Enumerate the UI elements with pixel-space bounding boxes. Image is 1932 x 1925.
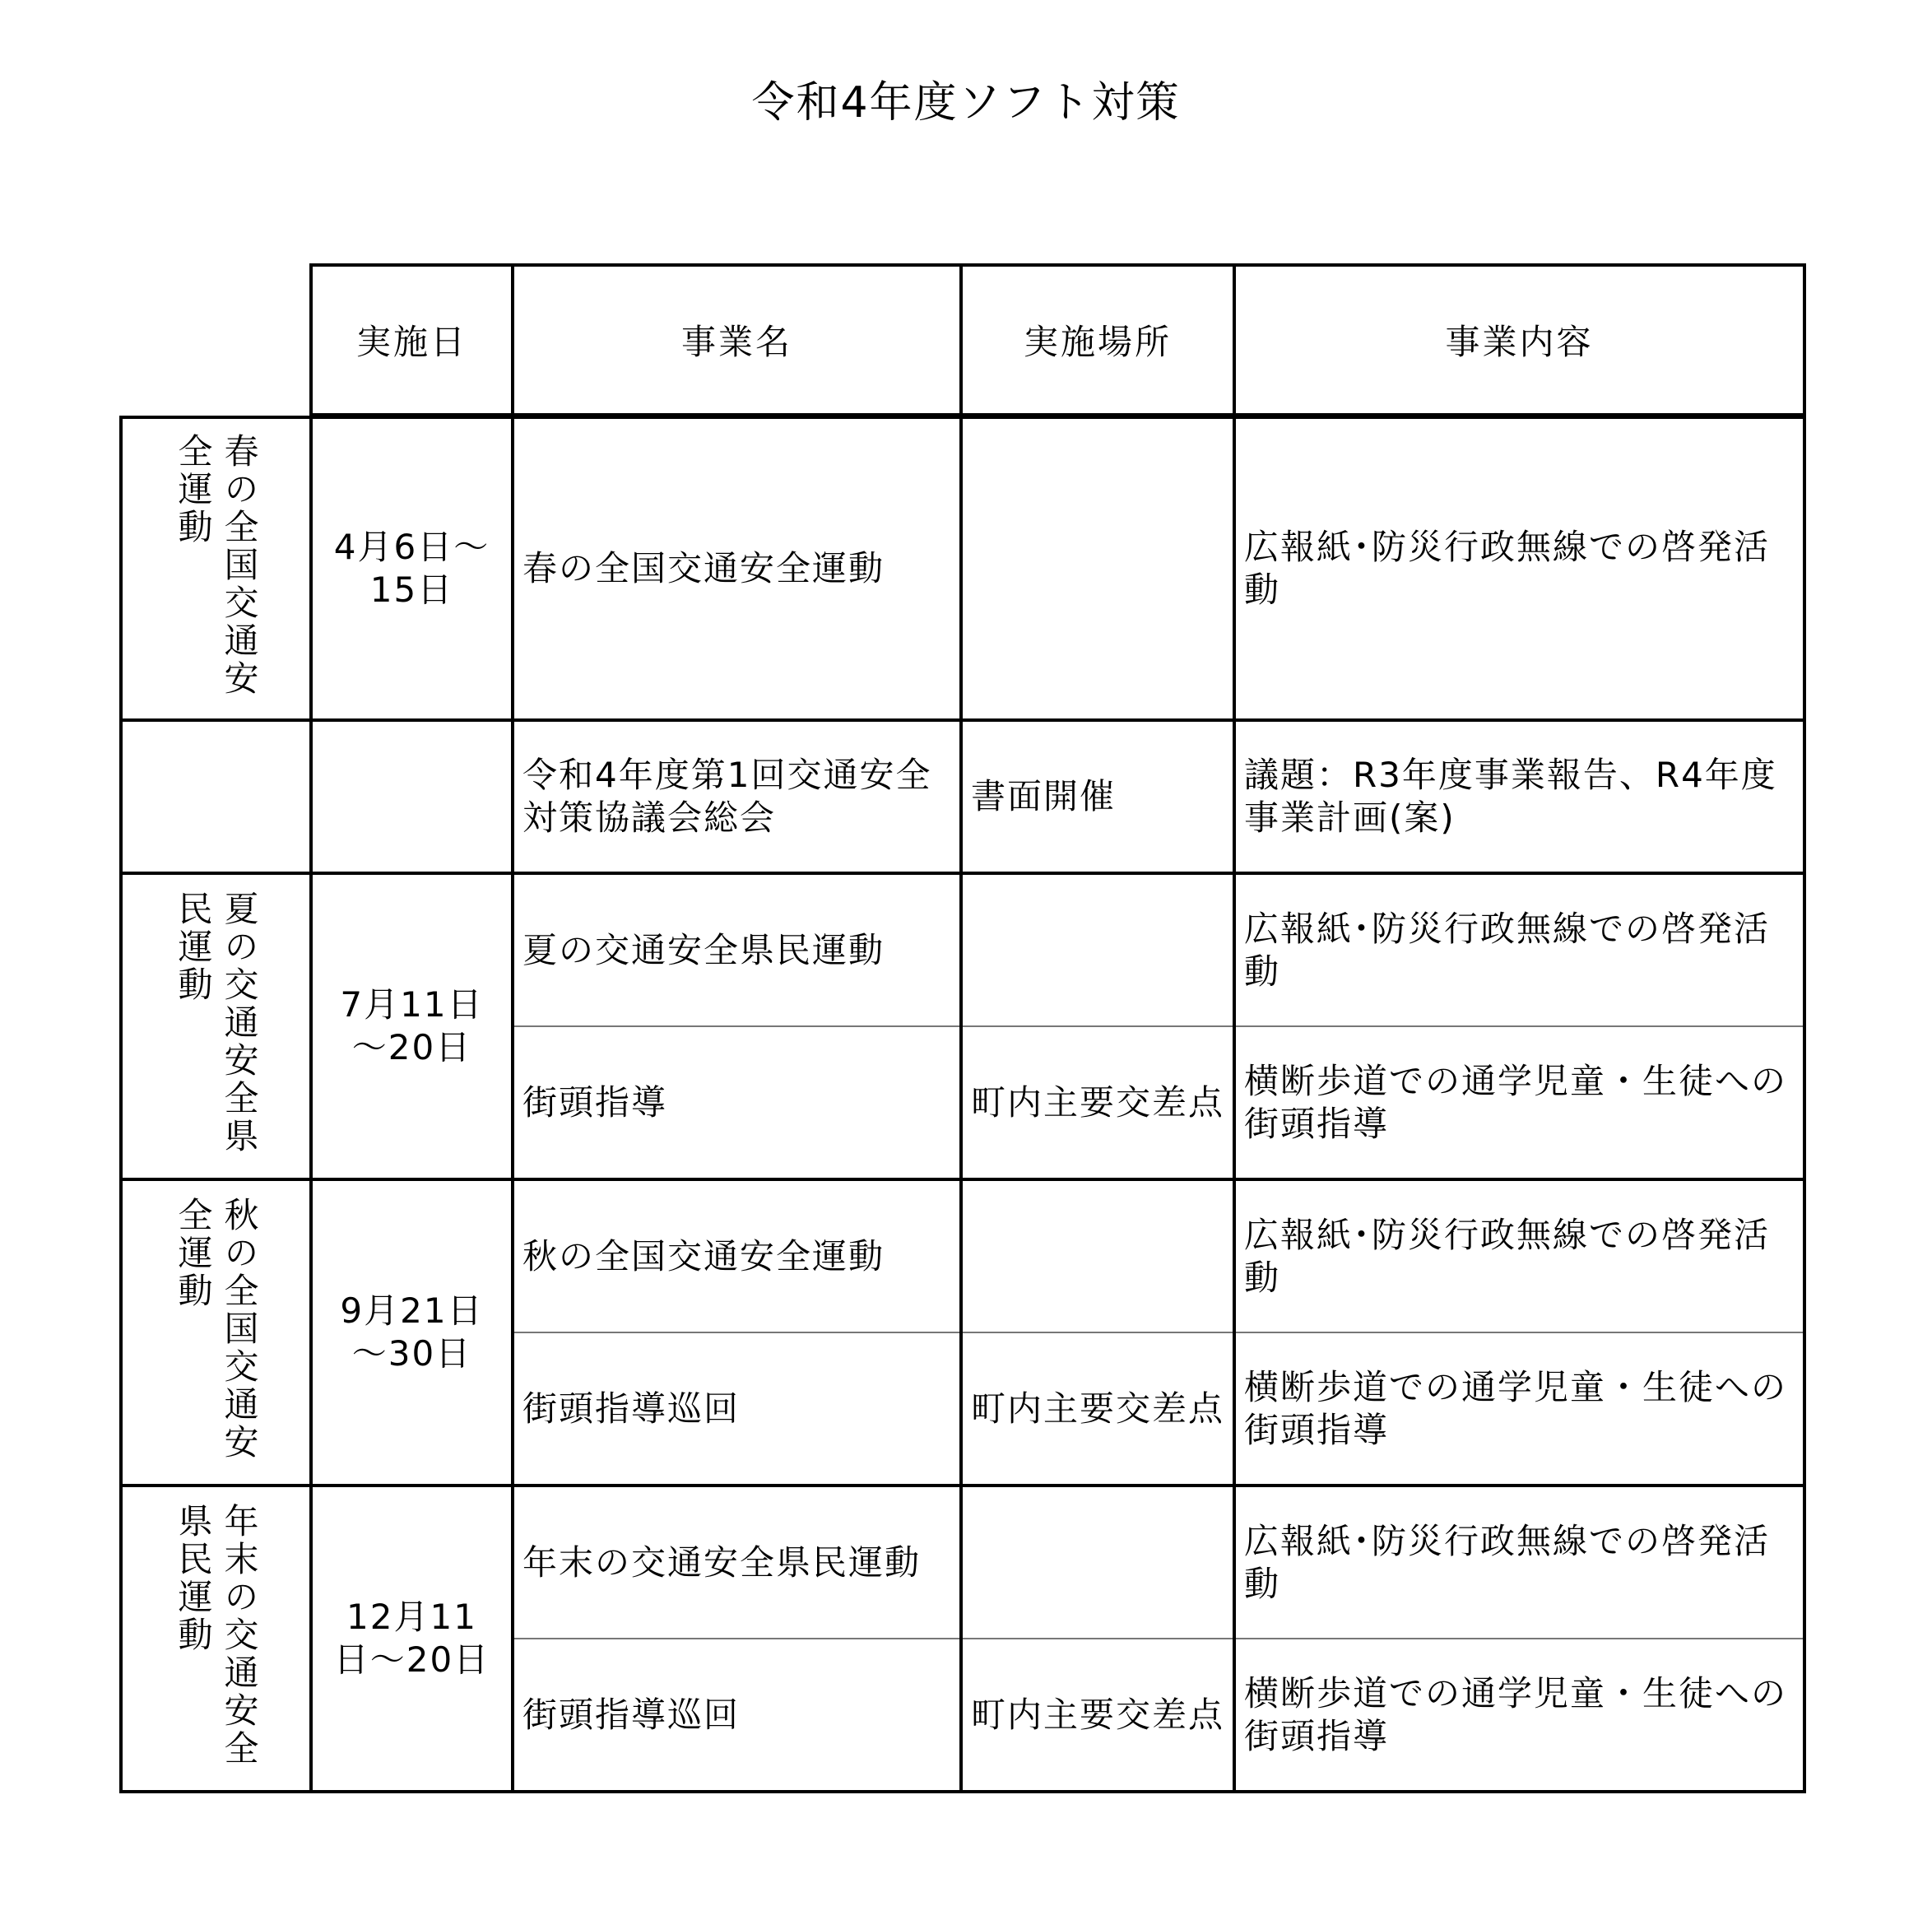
table-row	[121, 873, 1804, 1026]
name-cell: 街頭指導巡回	[513, 1332, 961, 1486]
name-cell: 春の全国交通安全運動	[513, 417, 961, 720]
date-cell	[311, 417, 513, 720]
place-cell: 町内主要交差点	[961, 1639, 1234, 1792]
place-cell	[961, 1179, 1234, 1332]
category-label: 秋の全国交通安全運動	[173, 1197, 260, 1462]
place-cell: 書面開催	[961, 720, 1234, 873]
name-cell: 年末の交通安全県民運動	[513, 1486, 961, 1639]
date-text: 7月11日～20日	[340, 984, 484, 1067]
date-cell	[311, 1486, 513, 1792]
category-label: 夏の交通安全県民運動	[173, 890, 260, 1155]
name-cell: 街頭指導	[513, 1026, 961, 1179]
date-cell	[311, 1179, 513, 1486]
category-label: 年末の交通安全県民運動	[173, 1503, 260, 1768]
table-row	[121, 720, 1804, 873]
place-cell: 町内主要交差点	[961, 1026, 1234, 1179]
name-cell: 令和4年度第1回交通安全対策協議会総会	[513, 720, 961, 873]
date-text: 4月6日～15日	[333, 527, 490, 610]
place-cell	[961, 873, 1234, 1026]
content-cell: 横断歩道での通学児童・生徒への街頭指導	[1234, 1026, 1804, 1179]
place-cell	[961, 417, 1234, 720]
category-cell	[121, 1179, 311, 1486]
content-cell: 広報紙･防災行政無線での啓発活動	[1234, 873, 1804, 1026]
table-row	[121, 417, 1804, 720]
page-title: 令和4年度ソフト対策	[751, 78, 1181, 128]
category-cell	[121, 873, 311, 1179]
name-cell: 夏の交通安全県民運動	[513, 873, 961, 1026]
content-cell: 横断歩道での通学児童・生徒への街頭指導	[1234, 1332, 1804, 1486]
date-text: 9月21日～30日	[340, 1290, 484, 1374]
schedule-table	[119, 416, 1806, 1793]
header-content: 事業内容	[1234, 265, 1804, 415]
date-cell	[311, 873, 513, 1179]
table-row	[121, 1486, 1804, 1639]
header-name: 事業名	[513, 265, 961, 415]
date-text: 12月11日～20日	[333, 1597, 490, 1680]
place-cell	[961, 1486, 1234, 1639]
content-cell: 横断歩道での通学児童・生徒への街頭指導	[1234, 1639, 1804, 1792]
category-cell	[121, 1486, 311, 1792]
content-cell: 議題：R3年度事業報告、R4年度事業計画(案)	[1234, 720, 1804, 873]
header-date: 実施日	[311, 265, 513, 415]
name-cell: 街頭指導巡回	[513, 1639, 961, 1792]
content-cell: 広報紙･防災行政無線での啓発活動	[1234, 1179, 1804, 1332]
table-header	[309, 263, 1806, 416]
content-cell: 広報紙･防災行政無線での啓発活動	[1234, 417, 1804, 720]
category-label: 春の全国交通安全運動	[173, 433, 260, 698]
category-cell	[121, 417, 311, 720]
category-cell	[121, 720, 311, 873]
place-cell: 町内主要交差点	[961, 1332, 1234, 1486]
content-cell: 広報紙･防災行政無線での啓発活動	[1234, 1486, 1804, 1639]
date-cell	[311, 720, 513, 873]
name-cell: 秋の全国交通安全運動	[513, 1179, 961, 1332]
table-row	[121, 1179, 1804, 1332]
header-place: 実施場所	[961, 265, 1234, 415]
header-row	[311, 265, 1804, 415]
